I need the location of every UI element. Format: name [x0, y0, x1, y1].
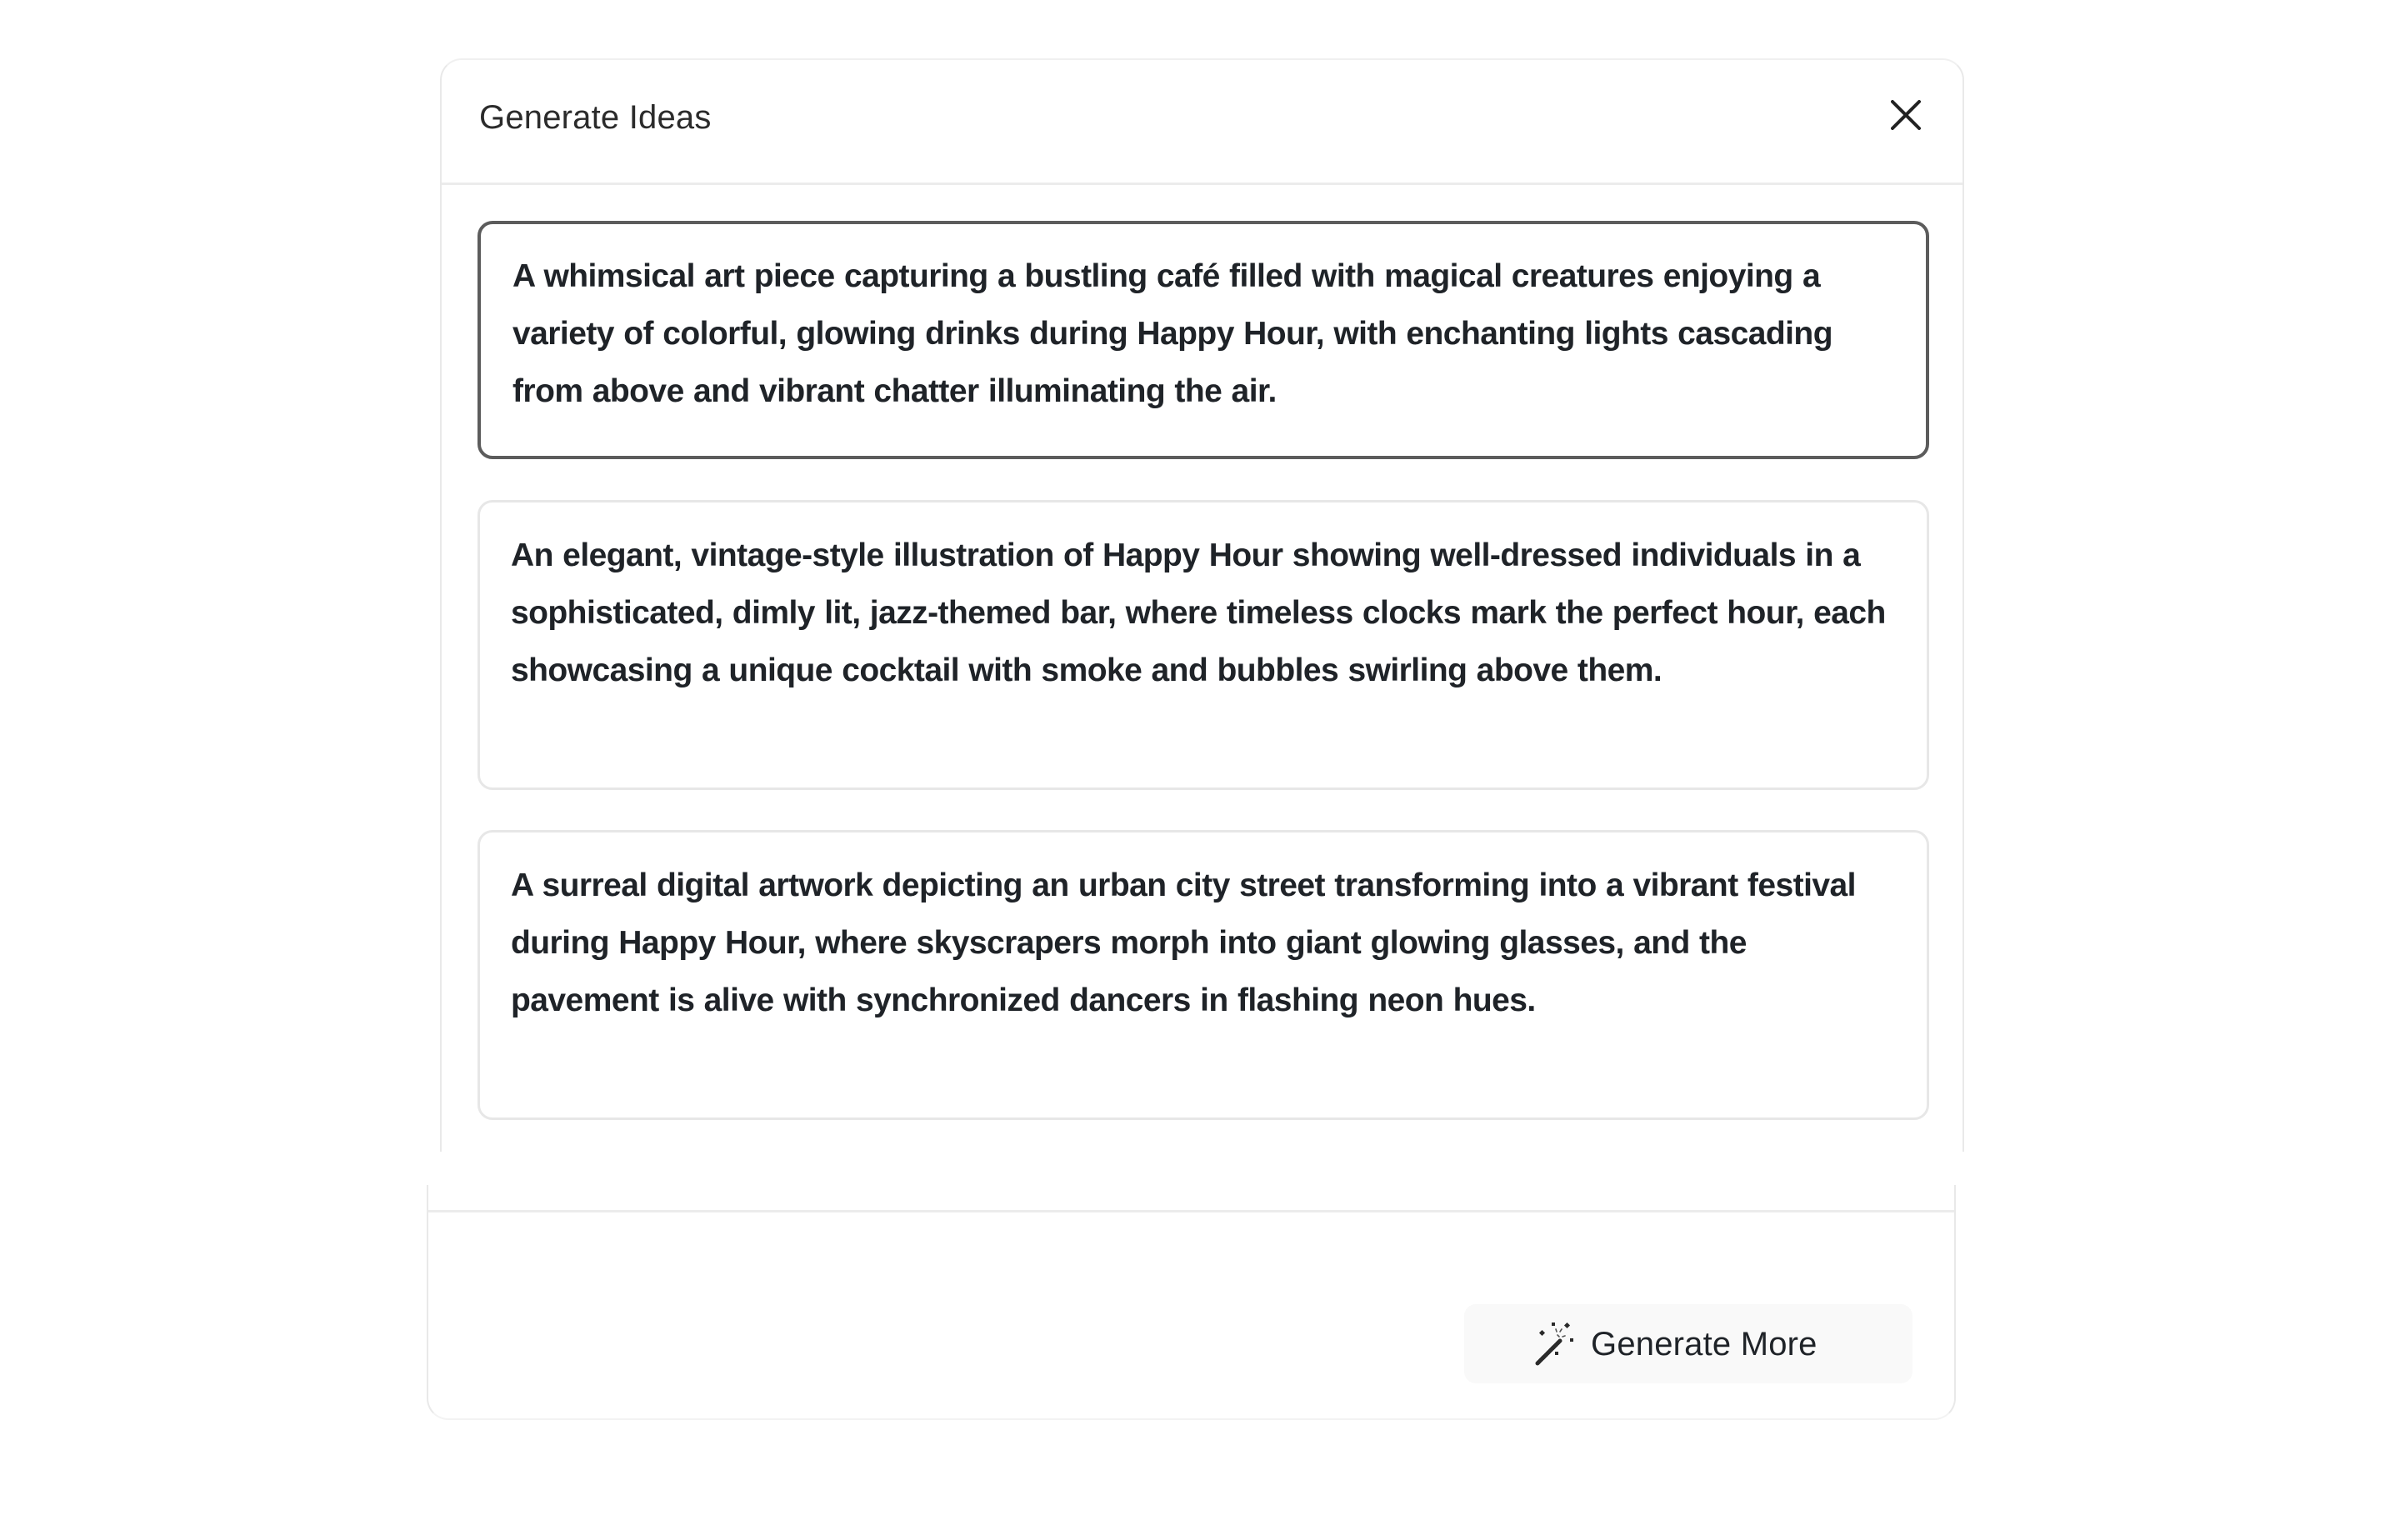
close-icon — [1891, 100, 1921, 130]
generate-ideas-dialog — [440, 58, 1964, 1152]
generate-more-label: Generate More — [1591, 1325, 1818, 1362]
footer-divider — [428, 1210, 1954, 1212]
dialog-title: Generate Ideas — [479, 99, 712, 136]
idea-card[interactable] — [478, 500, 1929, 790]
idea-card[interactable] — [478, 830, 1929, 1120]
dialog-header — [442, 60, 1962, 185]
idea-text: An elegant, vintage-style illustration of Happy Hour showing well-dressed individuals in a sophisticated, dimly lit, jazz-themed bar, where timeless clocks mark the perfect hour, each showcasing a unique cocktail with smoke and bubbles swirling above them. — [511, 538, 1886, 688]
generate-more-button[interactable] — [1464, 1304, 1912, 1383]
idea-text: A surreal digital artwork depicting an urban city street transforming into a vibrant festival during Happy Hour, where skyscrapers morph into giant glowing glasses, and the pavement is alive with synchronized dancers in flashing neon hues. — [511, 868, 1856, 1018]
idea-card-selected[interactable] — [478, 221, 1929, 459]
close-button[interactable] — [1888, 97, 1924, 133]
idea-text: A whimsical art piece capturing a bustling café filled with magical creatures enjoying a variety of colorful, glowing drinks during Happy Hour, with enchanting lights cascading from above and vibrant chatter illuminating the air. — [512, 258, 1832, 409]
dialog-footer — [427, 1185, 1956, 1420]
magic-wand-icon — [1532, 1320, 1579, 1367]
